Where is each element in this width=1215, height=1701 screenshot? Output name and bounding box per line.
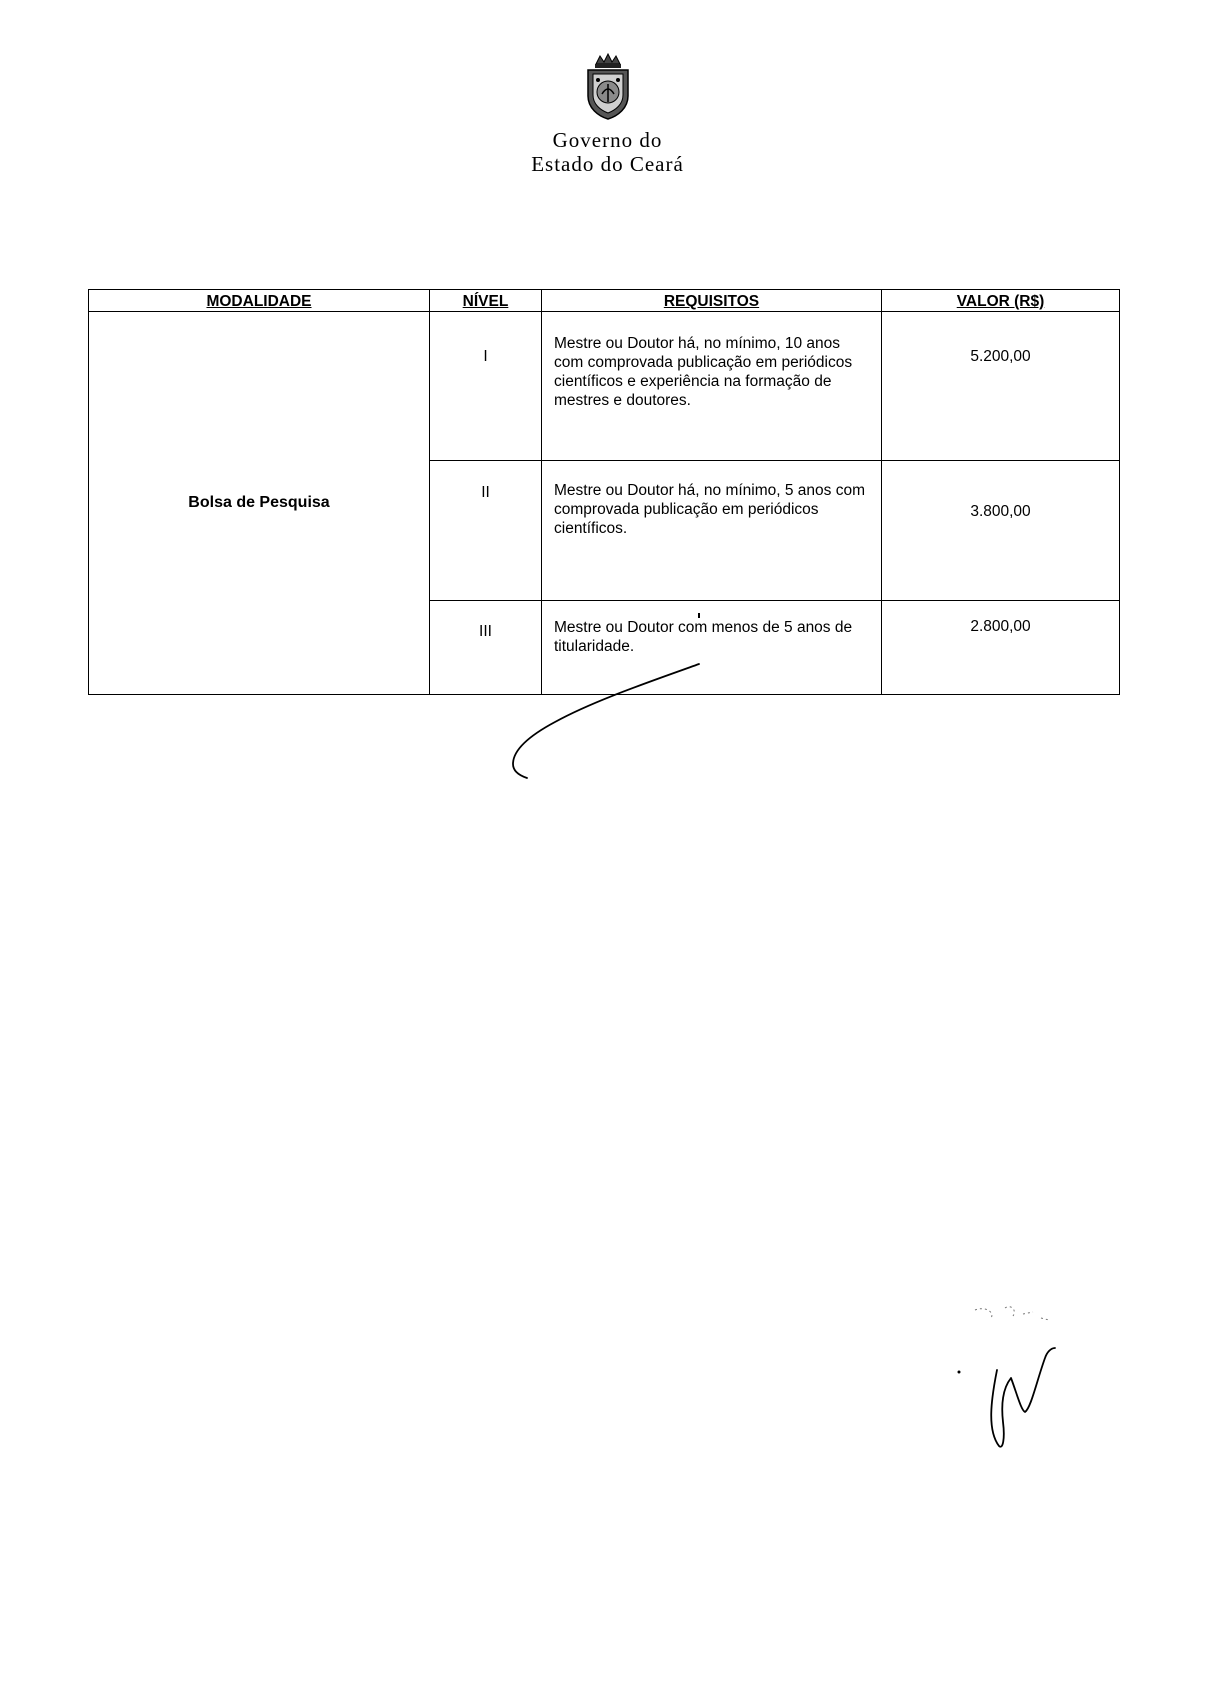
requisitos-cell: Mestre ou Doutor há, no mínimo, 10 anos com comprovada publicação em periódicos científicos e experiência na formação de mestres e doutores. <box>542 312 882 461</box>
letterhead-line-2: Estado do Ceará <box>531 152 684 176</box>
header-requisitos: REQUISITOS <box>542 290 882 312</box>
header-modalidade: MODALIDADE <box>89 290 430 312</box>
requisitos-cell: Mestre ou Doutor com menos de 5 anos de titularidade. <box>542 601 882 695</box>
header-nivel: NÍVEL <box>430 290 542 312</box>
nivel-cell: III <box>430 601 542 695</box>
letterhead-line-1: Governo do <box>552 128 663 152</box>
header-valor: VALOR (R$) <box>882 290 1120 312</box>
valor-cell: 5.200,00 <box>882 312 1120 461</box>
handwritten-initials <box>945 1300 1095 1460</box>
state-coat-of-arms-icon <box>582 52 634 122</box>
letterhead <box>0 52 1215 176</box>
nivel-cell: II <box>430 461 542 601</box>
valor-cell: 3.800,00 <box>882 461 1120 601</box>
nivel-cell: I <box>430 312 542 461</box>
handwritten-signature <box>505 660 705 785</box>
valor-cell: 2.800,00 <box>882 601 1120 695</box>
table-header-row <box>89 290 1120 312</box>
table-row <box>89 312 1120 461</box>
ink-dot <box>696 612 702 620</box>
modalidade-cell: Bolsa de Pesquisa <box>89 312 430 695</box>
requisitos-cell: Mestre ou Doutor há, no mínimo, 5 anos com comprovada publicação em periódicos científicos. <box>542 461 882 601</box>
bolsa-table <box>88 289 1120 695</box>
